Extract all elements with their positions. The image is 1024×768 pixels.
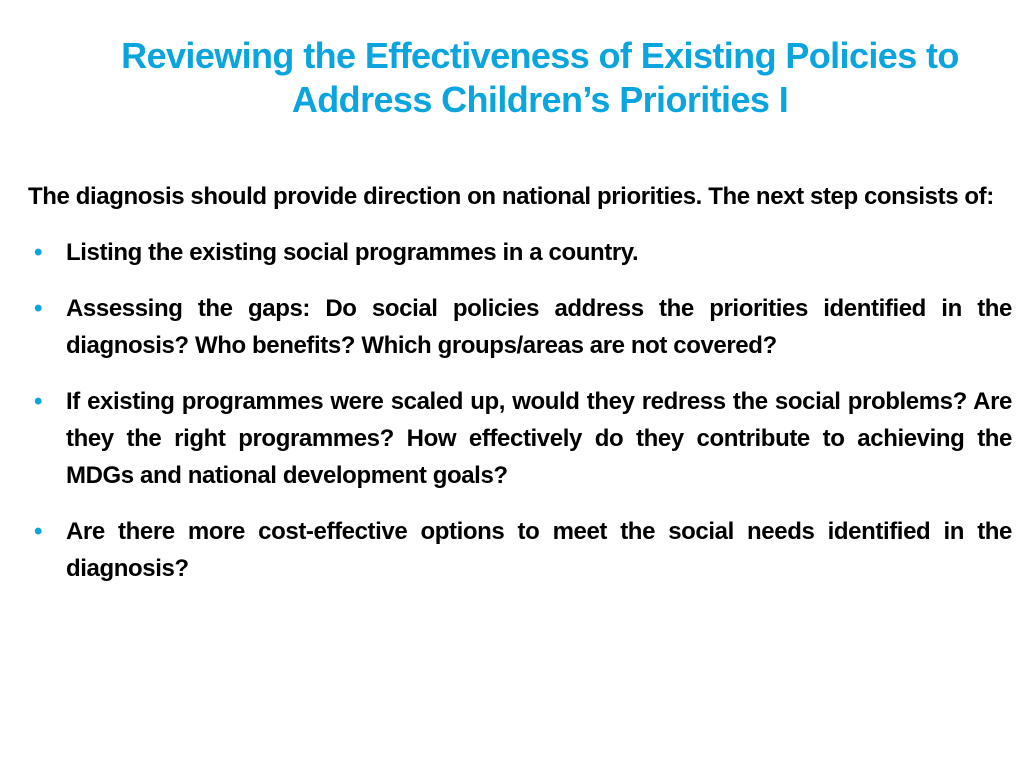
bullet-text-cost-effective-options: Are there more cost-effective options to meet the social needs identified in the diagnosis? [66,518,1012,582]
bullet-dot-icon: • [33,518,42,545]
intro-paragraph: The diagnosis should provide direction on national priorities. The next step consists of: [28,183,994,210]
bullet-item-assessing-gaps [28,290,1012,364]
bullet-text-scaling-programmes: If existing programmes were scaled up, would they redress the social problems? Are they the right programmes? How effectively do they contribute to achieving the MDGs and national development goals? [66,388,1012,489]
slide-title-line-2: Address Children’s Priorities I [291,79,789,120]
bullet-dot-icon: • [33,239,42,266]
bullet-dot-icon: • [33,388,42,415]
bullet-list [28,234,1012,587]
bullet-text-listing-programmes: Listing the existing social programmes in a country. [66,239,639,266]
bullet-text-assessing-gaps: Assessing the gaps: Do social policies address the priorities identified in the diagnosis? Who benefits? Which groups/areas are not covered? [66,295,1012,359]
bullet-item-cost-effective-options [28,513,1012,587]
bullet-dot-icon: • [33,295,42,322]
bullet-item-scaling-programmes [28,383,1012,494]
slide-title [40,34,1024,122]
slide-content [28,178,1012,606]
slide-title-line-1: Reviewing the Effectiveness of Existing Policies to [121,35,959,76]
bullet-item-listing-programmes [28,234,1012,271]
